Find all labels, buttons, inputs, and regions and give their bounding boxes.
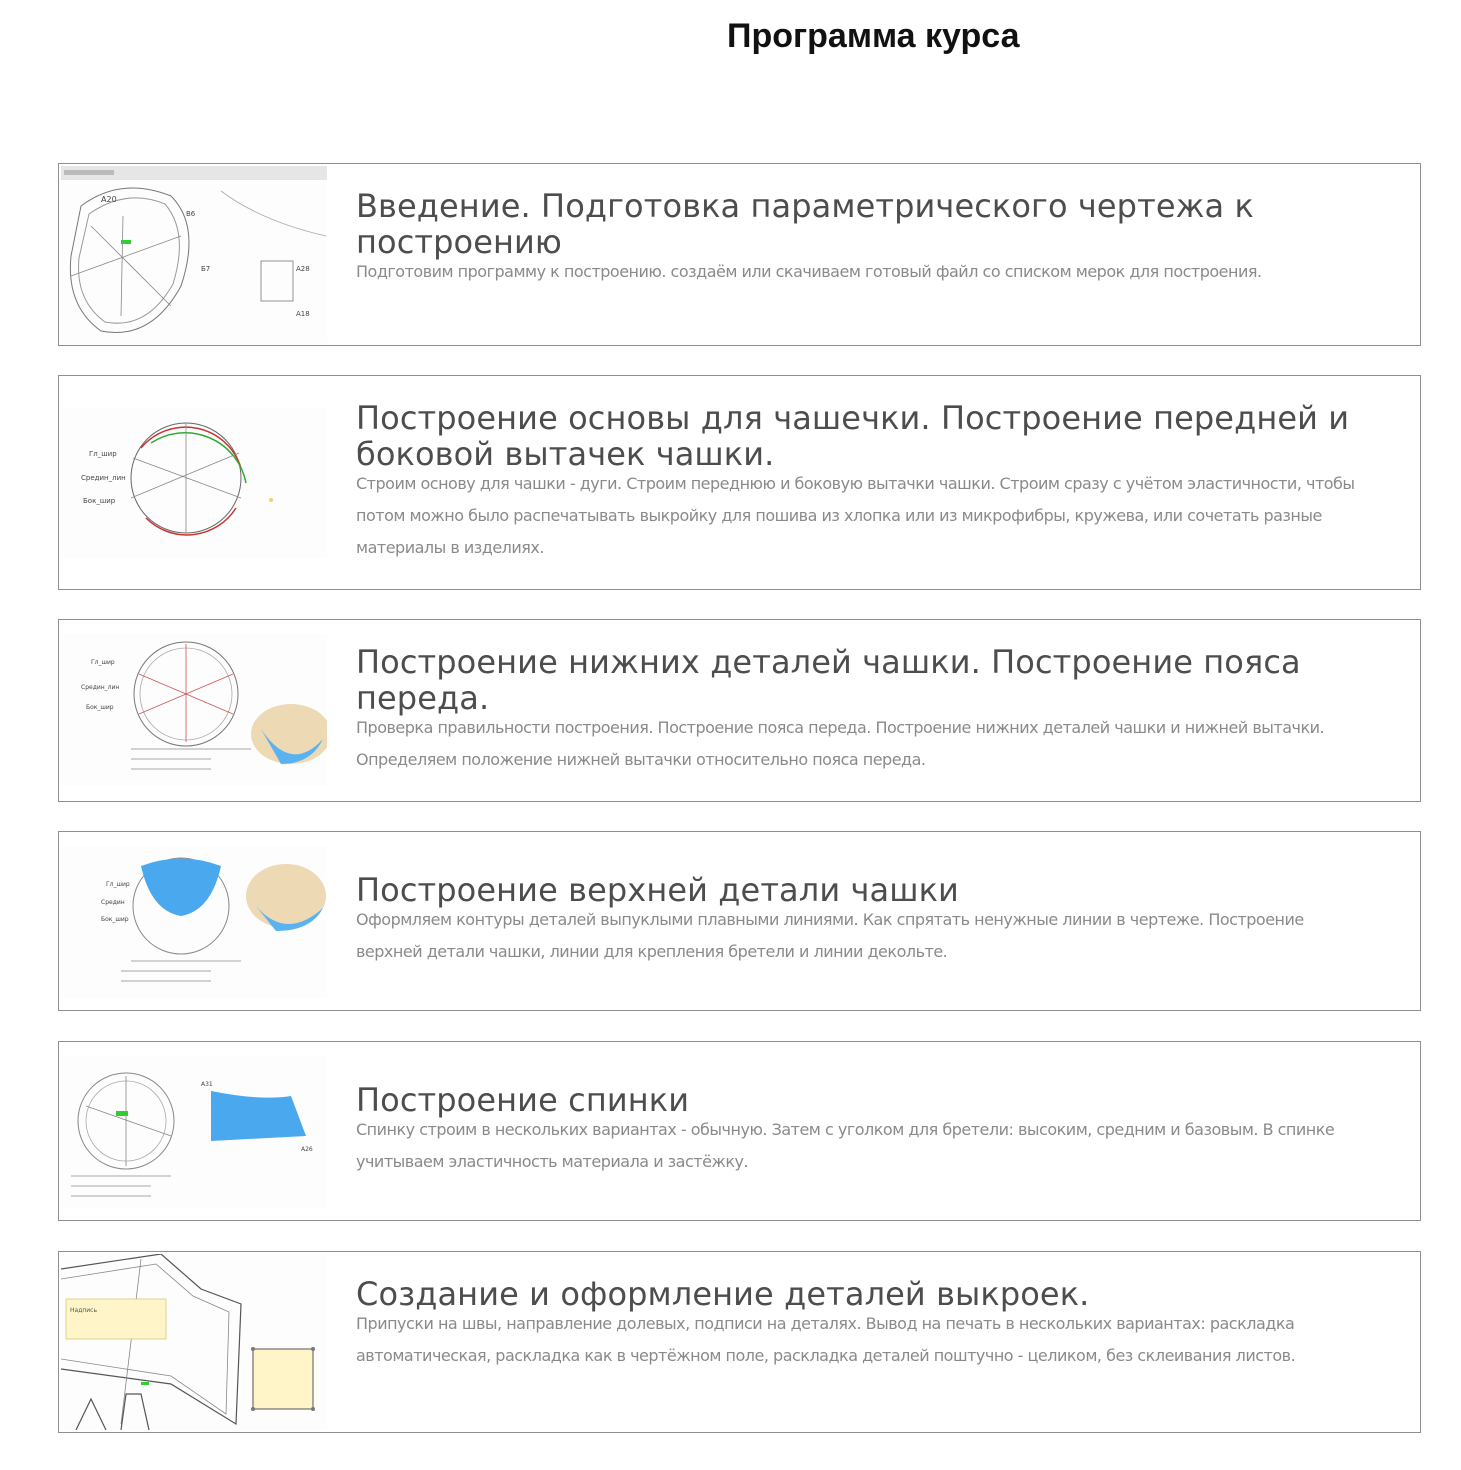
cup-upper-part-icon — [61, 846, 327, 998]
svg-text:Гл_шир: Гл_шир — [89, 450, 117, 458]
svg-text:A31: A31 — [201, 1081, 213, 1088]
svg-text:Б7: Б7 — [201, 265, 211, 273]
lesson-card[interactable] — [58, 1251, 1421, 1433]
svg-text:A18: A18 — [296, 310, 310, 318]
pattern-pieces-icon — [61, 1254, 327, 1430]
page-title: Программа курса — [727, 17, 1020, 55]
lesson-description: Оформляем контуры деталей выпуклыми плавными линиями. Как спрятать ненужные линии в чертеже. Построение верхней детали чашки, линии для крепления бретели и линии декольте. — [356, 910, 1304, 961]
svg-text:B6: B6 — [186, 210, 196, 218]
lesson-title[interactable]: Введение. Подготовка параметрического чертежа к построению — [356, 187, 1254, 261]
lesson-description: Проверка правильности построения. Построение пояса переда. Построение нижних деталей чашки и нижней вытачки. Определяем положение нижней вытачки относительно пояса переда. — [356, 718, 1325, 769]
lesson-card[interactable] — [58, 1041, 1421, 1221]
lesson-card[interactable] — [58, 619, 1421, 802]
svg-text:Бок_шир: Бок_шир — [83, 497, 116, 505]
lesson-card[interactable] — [58, 375, 1421, 590]
lesson-title[interactable]: Построение спинки — [356, 1081, 690, 1119]
pattern-drawing-icon — [61, 166, 327, 343]
svg-text:Гл_шир: Гл_шир — [91, 659, 115, 666]
svg-text:Средин_лин: Средин_лин — [81, 684, 120, 691]
lesson-card[interactable] — [58, 163, 1421, 346]
back-piece-icon — [61, 1056, 327, 1208]
cup-arcs-icon — [61, 408, 327, 558]
svg-text:A28: A28 — [296, 265, 310, 273]
cup-lower-parts-icon — [61, 634, 327, 786]
svg-text:Средин: Средин — [101, 899, 125, 906]
lesson-card[interactable] — [58, 831, 1421, 1011]
page-header — [0, 14, 1461, 64]
svg-text:Надпись: Надпись — [70, 1307, 97, 1314]
lesson-title[interactable]: Построение верхней детали чашки — [356, 871, 959, 909]
svg-text:Гл_шир: Гл_шир — [106, 881, 130, 888]
svg-text:A20: A20 — [101, 195, 117, 204]
svg-text:Бок_шир: Бок_шир — [101, 916, 129, 923]
lesson-title[interactable]: Построение нижних деталей чашки. Построение пояса переда. — [356, 643, 1301, 717]
lesson-title[interactable]: Создание и оформление деталей выкроек. — [356, 1275, 1090, 1313]
lesson-title[interactable]: Построение основы для чашечки. Построение передней и боковой вытачек чашки. — [356, 399, 1350, 473]
lesson-description: Строим основу для чашки - дуги. Строим переднюю и боковую вытачки чашки. Строим сразу с учётом эластичности, чтобы потом можно было распечатывать выкройку для пошива из хлопка или из микрофибры, кружева, или сочетать разные материалы в изделиях. — [356, 474, 1355, 557]
lesson-description: Подготовим программу к построению. создаём или скачиваем готовый файл со списком мерок для построения. — [356, 262, 1262, 281]
svg-text:Бок_шир: Бок_шир — [86, 704, 114, 711]
lesson-description: Спинку строим в нескольких вариантах - обычную. Затем с уголком для бретели: высоким, средним и базовым. В спинке учитываем эластичность материала и застёжку. — [356, 1120, 1335, 1171]
svg-text:A26: A26 — [301, 1146, 313, 1153]
svg-text:Средин_лин: Средин_лин — [81, 474, 126, 482]
lesson-description: Припуски на швы, направление долевых, подписи на деталях. Вывод на печать в нескольких вариантах: раскладка автоматическая, раскладка как в чертёжном поле, раскладка деталей поштучно - целиком, без склеивания листов. — [356, 1314, 1296, 1365]
